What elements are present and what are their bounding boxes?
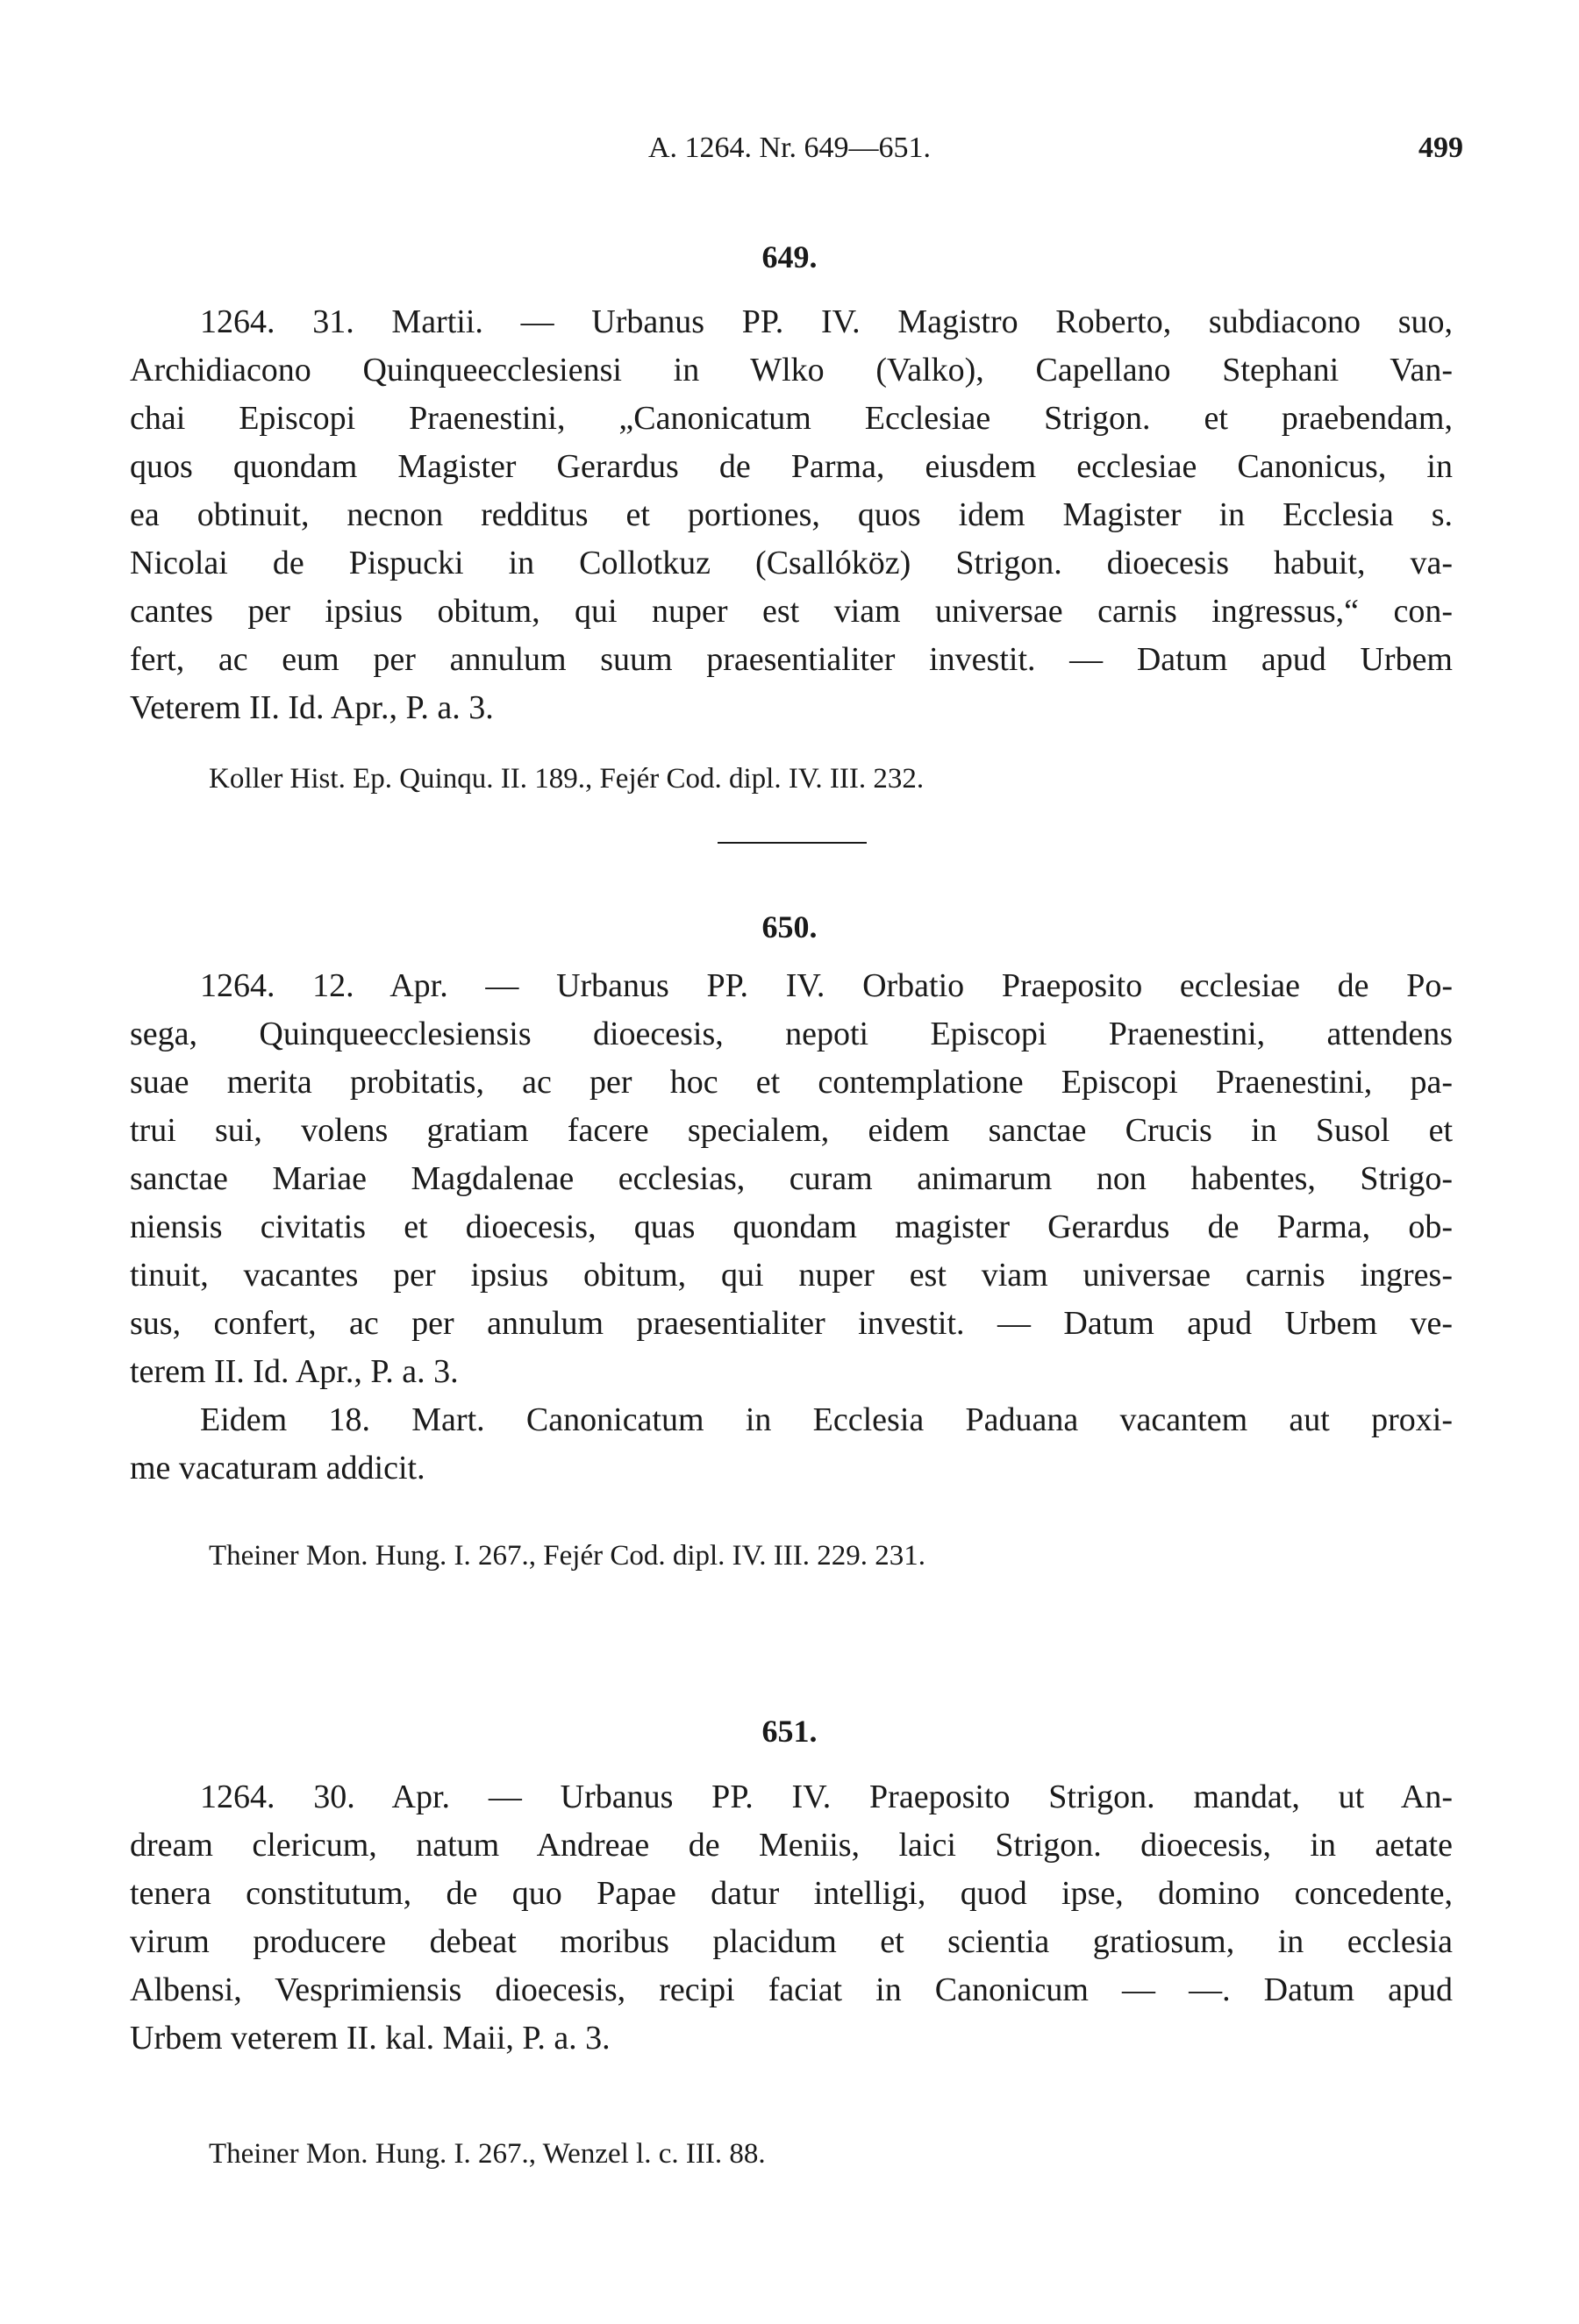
document-number-651: 651. [761,1714,818,1749]
running-title: A. 1264. Nr. 649—651. [647,132,932,164]
source-citation-649: Koller Hist. Ep. Quinqu. II. 189., Fejér Cod. dipl. IV. III. 232. [209,763,925,795]
document-number-649: 649. [761,239,818,274]
text-line: tinuit, vacantes per ipsius obitum, qui nuper est viam universae carnis ingres- [130,1257,1453,1294]
text-line: virum producere debeat moribus placidum et scientia gratiosum, in ecclesia [130,1923,1453,1960]
text-line: terem II. Id. Apr., P. a. 3. [130,1353,459,1390]
text-line: quos quondam Magister Gerardus de Parma, eiusdem ecclesiae Canonicus, in [130,448,1453,485]
document-number-650: 650. [761,909,818,945]
text-line: 1264. 30. Apr. — Urbanus PP. IV. Praeposito Strigon. mandat, ut An- [200,1779,1453,1815]
text-line: Veterem II. Id. Apr., P. a. 3. [130,689,494,726]
document-650-text [130,962,1453,1493]
text-line: ea obtinuit, necnon redditus et portiones, quos idem Magister in Ecclesia s. [130,496,1453,533]
page-number: 499 [1418,132,1463,164]
document-649-text [130,298,1453,732]
section-divider [718,842,867,844]
document-651-text [130,1773,1453,2063]
text-line: Eidem 18. Mart. Canonicatum in Ecclesia Paduana vacantem aut proxi- [200,1401,1453,1438]
text-line: Nicolai de Pispucki in Collotkuz (Csallóköz) Strigon. dioecesis habuit, va- [130,545,1453,581]
text-line: fert, ac eum per annulum suum praesentialiter investit. — Datum apud Urbem [130,641,1453,678]
text-line: Urbem veterem II. kal. Maii, P. a. 3. [130,2020,611,2057]
text-line: 1264. 12. Apr. — Urbanus PP. IV. Orbatio Praeposito ecclesiae de Po- [200,967,1453,1004]
text-line: tenera constitutum, de quo Papae datur intelligi, quod ipse, domino concedente, [130,1875,1453,1912]
text-line: chai Episcopi Praenestini, „Canonicatum Ecclesiae Strigon. et praebendam, [130,400,1453,437]
running-header [0,132,1579,170]
text-line: 1264. 31. Martii. — Urbanus PP. IV. Magistro Roberto, subdiacono suo, [200,303,1453,340]
text-line: dream clericum, natum Andreae de Meniis, laici Strigon. dioecesis, in aetate [130,1827,1453,1864]
text-line: Archidiacono Quinqueecclesiensi in Wlko (Valko), Capellano Stephani Van- [130,352,1453,389]
text-line: sanctae Mariae Magdalenae ecclesias, curam animarum non habentes, Strigo- [130,1160,1453,1197]
text-line: sega, Quinqueecclesiensis dioecesis, nepoti Episcopi Praenestini, attendens [130,1016,1453,1052]
text-line: Albensi, Vesprimiensis dioecesis, recipi faciat in Canonicum — —. Datum apud [130,1971,1453,2008]
text-line: me vacaturam addicit. [130,1450,425,1486]
text-line: niensis civitatis et dioecesis, quas quondam magister Gerardus de Parma, ob- [130,1208,1453,1245]
text-line: suae merita probitatis, ac per hoc et contemplatione Episcopi Praenestini, pa- [130,1064,1453,1101]
source-citation-651: Theiner Mon. Hung. I. 267., Wenzel l. c. III. 88. [209,2138,766,2170]
text-line: sus, confert, ac per annulum praesentialiter investit. — Datum apud Urbem ve- [130,1305,1453,1342]
text-line: trui sui, volens gratiam facere specialem, eidem sanctae Crucis in Susol et [130,1112,1453,1149]
source-citation-650: Theiner Mon. Hung. I. 267., Fejér Cod. dipl. IV. III. 229. 231. [209,1540,925,1572]
text-line: cantes per ipsius obitum, qui nuper est viam universae carnis ingressus,“ con- [130,593,1453,630]
